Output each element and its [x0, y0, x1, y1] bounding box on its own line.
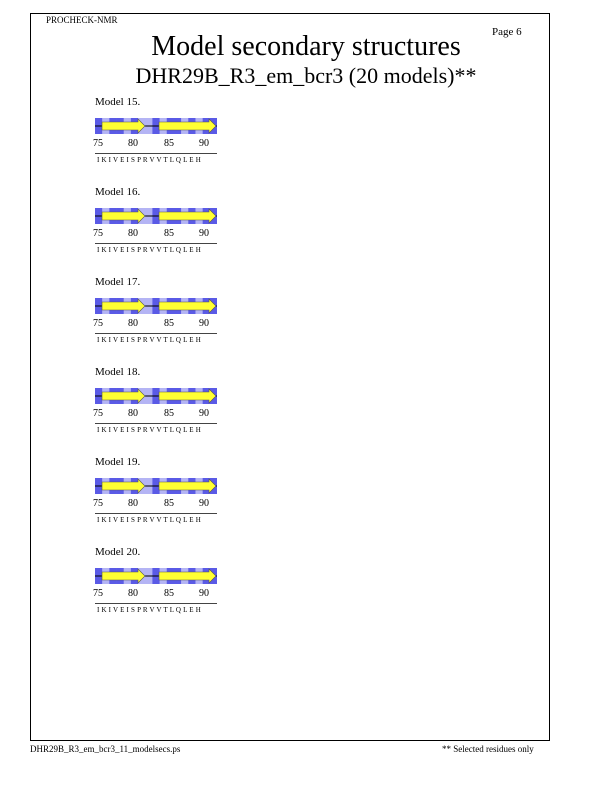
tick-label: 75 — [93, 318, 103, 329]
tick-label: 75 — [93, 588, 103, 599]
model-panel — [90, 96, 230, 176]
model-panel — [90, 366, 230, 446]
tick-label: 90 — [199, 408, 209, 419]
sequence-rule — [95, 243, 217, 244]
model-label: Model 17. — [95, 276, 141, 288]
page-number: Page 6 — [492, 26, 522, 38]
model-label: Model 16. — [95, 186, 141, 198]
sequence-rule — [95, 423, 217, 424]
model-panel — [90, 186, 230, 266]
footer-note: ** Selected residues only — [442, 744, 534, 754]
tick-label: 90 — [199, 318, 209, 329]
secondary-structure-bar — [95, 388, 217, 404]
tick-label: 90 — [199, 588, 209, 599]
model-panel — [90, 456, 230, 536]
residue-axis — [90, 498, 230, 508]
sequence-rule — [95, 603, 217, 604]
residue-sequence: I K I V E I S P R V V T L Q L E H — [97, 156, 201, 164]
tick-label: 75 — [93, 228, 103, 239]
secondary-structure-bar — [95, 298, 217, 314]
residue-axis — [90, 408, 230, 418]
residue-sequence: I K I V E I S P R V V T L Q L E H — [97, 336, 201, 344]
tick-label: 80 — [128, 588, 138, 599]
tick-label: 90 — [199, 138, 209, 149]
tick-label: 90 — [199, 228, 209, 239]
secondary-structure-bar — [95, 478, 217, 494]
tick-label: 80 — [128, 318, 138, 329]
footer-filename: DHR29B_R3_em_bcr3_11_modelsecs.ps — [30, 744, 181, 754]
sequence-rule — [95, 333, 217, 334]
tick-label: 75 — [93, 408, 103, 419]
residue-sequence: I K I V E I S P R V V T L Q L E H — [97, 426, 201, 434]
residue-sequence: I K I V E I S P R V V T L Q L E H — [97, 246, 201, 254]
model-panel — [90, 276, 230, 356]
model-label: Model 18. — [95, 366, 141, 378]
model-label: Model 19. — [95, 456, 141, 468]
sequence-rule — [95, 153, 217, 154]
page-subtitle: DHR29B_R3_em_bcr3 (20 models)** — [135, 63, 477, 88]
tick-label: 80 — [128, 408, 138, 419]
tick-label: 85 — [164, 498, 174, 509]
sequence-rule — [95, 513, 217, 514]
residue-axis — [90, 318, 230, 328]
model-label: Model 15. — [95, 96, 141, 108]
page-title: Model secondary structures — [151, 31, 461, 62]
residue-sequence: I K I V E I S P R V V T L Q L E H — [97, 606, 201, 614]
secondary-structure-bar — [95, 208, 217, 224]
secondary-structure-bar — [95, 118, 217, 134]
residue-sequence: I K I V E I S P R V V T L Q L E H — [97, 516, 201, 524]
tick-label: 80 — [128, 228, 138, 239]
tick-label: 85 — [164, 588, 174, 599]
tick-label: 75 — [93, 138, 103, 149]
tick-label: 85 — [164, 228, 174, 239]
tick-label: 85 — [164, 318, 174, 329]
tick-label: 75 — [93, 498, 103, 509]
tick-label: 85 — [164, 138, 174, 149]
secondary-structure-bar — [95, 568, 217, 584]
model-panel — [90, 546, 230, 626]
model-label: Model 20. — [95, 546, 141, 558]
tick-label: 80 — [128, 138, 138, 149]
program-name: PROCHECK-NMR — [46, 15, 118, 25]
tick-label: 90 — [199, 498, 209, 509]
tick-label: 80 — [128, 498, 138, 509]
tick-label: 85 — [164, 408, 174, 419]
residue-axis — [90, 588, 230, 598]
residue-axis — [90, 138, 230, 148]
residue-axis — [90, 228, 230, 238]
